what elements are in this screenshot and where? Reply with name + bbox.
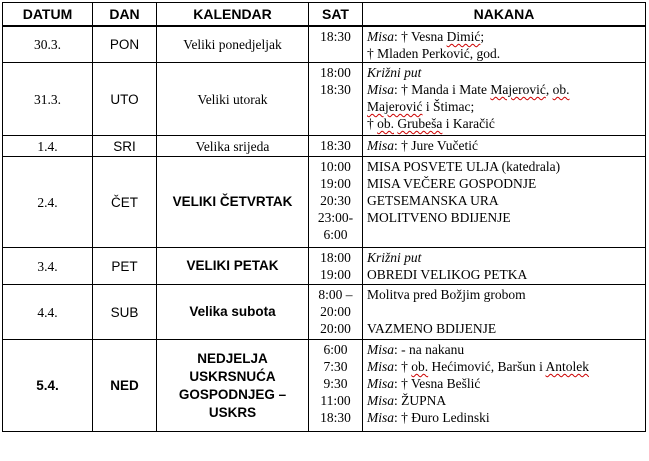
day-cell: PON [93, 26, 157, 63]
intention-line [367, 81, 641, 98]
intention-text: i Štimac; [422, 99, 475, 114]
intention-cell [363, 248, 646, 285]
header-dan: DAN [93, 3, 157, 27]
time-cell [309, 136, 363, 157]
intention-text: : † Jure Vučetić [394, 138, 479, 153]
header-datum: DATUM [3, 3, 93, 27]
intention-text: : † [394, 359, 412, 374]
intention-line [367, 98, 641, 115]
intention-text: ob. [552, 82, 570, 97]
intention-line [367, 341, 641, 358]
intention-text: Grubeša [397, 116, 443, 131]
intention-text: Misa [367, 393, 394, 408]
intention-line [367, 392, 641, 409]
time-value: 9:30 [323, 376, 348, 391]
intention-line [367, 158, 641, 175]
time-value: 18:30 [320, 138, 351, 153]
intention-text: : † Vesna Bešlić [394, 376, 481, 391]
time-value: 18:30 [320, 82, 351, 97]
intention-line [367, 266, 641, 283]
calendar-cell: Veliki utorak [157, 63, 309, 136]
time-value: 11:00 [320, 393, 351, 408]
intention-text: Križni put [367, 65, 422, 80]
intention-text: Antolek [545, 359, 589, 374]
schedule-body [3, 26, 646, 432]
time-value: 19:00 [320, 267, 351, 282]
intention-line [367, 249, 641, 266]
intention-line [367, 358, 641, 375]
intention-text: : ŽUPNA [394, 393, 447, 408]
time-value: 18:00 [320, 250, 351, 265]
day-cell: UTO [93, 63, 157, 136]
intention-text: Misa [367, 410, 394, 425]
intention-text: Misa [367, 138, 394, 153]
calendar-cell: NEDJELJA USKRSNUĆA GOSPODNJEG – USKRS [157, 340, 309, 432]
table-row [3, 157, 646, 248]
table-row [3, 285, 646, 340]
calendar-cell: Velika subota [157, 285, 309, 340]
time-cell [309, 157, 363, 248]
header-nakana: NAKANA [363, 3, 646, 27]
intention-text: GETSEMANSKA URA [367, 193, 499, 208]
table-row [3, 248, 646, 285]
time-value: 6:00 [323, 342, 348, 357]
date-cell: 31.3. [3, 63, 93, 136]
intention-line [367, 137, 641, 154]
table-row [3, 340, 646, 432]
intention-cell [363, 136, 646, 157]
time-cell [309, 248, 363, 285]
time-cell [309, 26, 363, 63]
intention-line [367, 45, 641, 62]
day-cell: NED [93, 340, 157, 432]
calendar-cell: VELIKI ČETVRTAK [157, 157, 309, 248]
intention-cell [363, 63, 646, 136]
calendar-cell: Velika srijeda [157, 136, 309, 157]
time-value: 18:30 [320, 29, 351, 44]
intention-text: , [545, 82, 553, 97]
intention-cell [363, 26, 646, 63]
intention-text: Majerović [367, 99, 423, 114]
intention-text: ob. [377, 116, 394, 131]
intention-text: Misa [367, 342, 394, 357]
date-cell: 2.4. [3, 157, 93, 248]
table-row [3, 136, 646, 157]
header-kalendar: KALENDAR [157, 3, 309, 27]
intention-line [367, 64, 641, 81]
intention-text: : † Vesna [394, 29, 447, 44]
intention-line [367, 286, 641, 303]
day-cell: PET [93, 248, 157, 285]
header-sat: SAT [309, 3, 363, 27]
intention-text: OBREDI VELIKOG PETKA [367, 267, 528, 282]
intention-text: ob. [411, 359, 429, 374]
day-cell: SUB [93, 285, 157, 340]
intention-line [367, 375, 641, 392]
schedule-table [2, 2, 646, 432]
intention-text: i Karačić [442, 116, 495, 131]
table-row [3, 26, 646, 63]
intention-line [367, 303, 641, 320]
intention-text: Misa [367, 29, 394, 44]
intention-text: Misa [367, 82, 394, 97]
time-value: 7:30 [323, 359, 348, 374]
time-value: 6:00 [323, 227, 348, 242]
time-value: 20:00 [320, 304, 351, 319]
day-cell: ČET [93, 157, 157, 248]
time-value: 10:00 [320, 159, 351, 174]
intention-text: Hećimović, Baršun i [428, 359, 546, 374]
time-value: 23:00- [317, 210, 354, 225]
intention-cell [363, 340, 646, 432]
header-row [3, 3, 646, 27]
intention-text: † Mladen Perković, god. [367, 46, 501, 61]
time-value: 8:00 – [318, 287, 353, 302]
date-cell: 4.4. [3, 285, 93, 340]
intention-text: MISA POSVETE ULJA (katedrala) [367, 159, 561, 174]
intention-line [367, 409, 641, 426]
intention-text: Majerović [490, 82, 546, 97]
day-cell: SRI [93, 136, 157, 157]
date-cell: 30.3. [3, 26, 93, 63]
time-cell [309, 63, 363, 136]
intention-text: : † Đuro Ledinski [394, 410, 490, 425]
date-cell: 3.4. [3, 248, 93, 285]
intention-text: : - na nakanu [394, 342, 465, 357]
date-cell: 5.4. [3, 340, 93, 432]
intention-text: Misa [367, 359, 394, 374]
intention-text: Križni put [367, 250, 422, 265]
time-value: 18:30 [320, 410, 351, 425]
intention-line [367, 320, 641, 337]
time-cell [309, 340, 363, 432]
intention-line [367, 115, 641, 132]
intention-text: Misa [367, 376, 394, 391]
calendar-cell: Veliki ponedjeljak [157, 26, 309, 63]
intention-line [367, 209, 641, 226]
intention-text: VAZMENO BDIJENJE [367, 321, 497, 336]
time-value: 20:30 [320, 193, 351, 208]
intention-cell [363, 157, 646, 248]
intention-cell [363, 285, 646, 340]
intention-text: ; [480, 29, 485, 44]
intention-text: Dimić [446, 29, 481, 44]
intention-line [367, 192, 641, 209]
intention-text: † [367, 116, 378, 131]
intention-text: MISA VEČERE GOSPODNJE [367, 176, 537, 191]
intention-text: MOLITVENO BDIJENJE [367, 210, 511, 225]
time-cell [309, 285, 363, 340]
intention-text: : † Manda i Mate [394, 82, 491, 97]
date-cell: 1.4. [3, 136, 93, 157]
intention-line [367, 175, 641, 192]
intention-text: Molitva pred Božjim grobom [367, 287, 526, 302]
calendar-cell: VELIKI PETAK [157, 248, 309, 285]
time-value: 18:00 [320, 65, 351, 80]
intention-line [367, 28, 641, 45]
table-row [3, 63, 646, 136]
time-value: 19:00 [320, 176, 351, 191]
time-value: 20:00 [320, 321, 351, 336]
